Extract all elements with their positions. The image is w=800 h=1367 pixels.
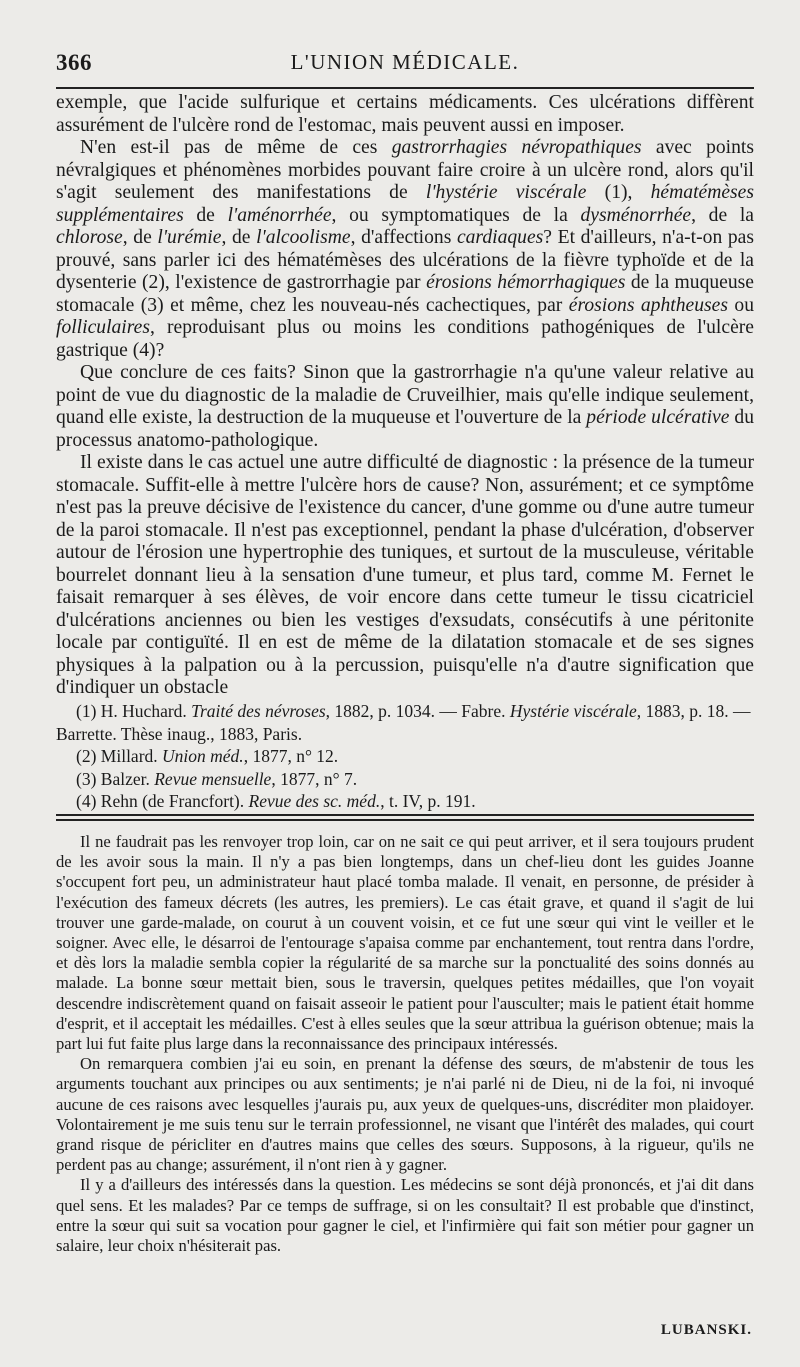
- header-rule: [56, 87, 754, 89]
- footnote: (4) Rehn (de Francfort). Revue des sc. méd., t. IV, p. 191.: [76, 791, 476, 812]
- footnote: (2) Millard. Union méd., 1877, n° 12.: [76, 746, 339, 767]
- main-text: [56, 92, 754, 700]
- footnote: (3) Balzer. Revue mensuelle, 1877, n° 7.: [76, 768, 358, 789]
- footnotes: [56, 700, 754, 813]
- running-title: L'UNION MÉDICALE.: [290, 50, 520, 74]
- feuilleton-text: [56, 832, 754, 1256]
- paragraph: On remarquera combien j'ai eu soin, en prenant la défense des sœurs, de m'abstenir de tous les arguments touchant aux principes ou aux sentiments; je n'ai parlé ni de Dieu, ni de la foi, ni invoqué aucune de ces raisons avec lesquelles j'aurais pu, aux yeux de quelques-uns, discréditer mon plaidoyer. Volontairement je me suis tenu sur le terrain professionnel, ne visant que l'intérêt des malades, qui court grand risque de péricliter en d'autres mains que celles des sœurs. Supposons, à la rigueur, qu'ils ne perdent pas au change; assurément, il n'ont rien à y gagner.: [56, 1054, 754, 1175]
- paragraph: Il existe dans le cas actuel une autre difficulté de diagnostic : la présence de la tumeur stomacale. Suffit-elle à mettre l'ulcère hors de cause? Non, assurément; et ce symptôme n'est pas la preuve décisive de l'existence du cancer, d'une gomme ou d'une autre tumeur de la paroi stomacale. Il n'est pas exceptionnel, pendant la phase d'ulcération, d'observer autour de l'érosion une hypertrophie des tuniques, et surtout de la musculeuse, véritable bourrelet donnant lieu à la sensation d'une tumeur, et plus tard, comme M. Fernet le faisait remarquer à ses élèves, de voir encore dans cette tumeur le tissu cicatriciel d'ulcérations anciennes ou bien les vestiges d'exsudats, consécutifs à une péritonite locale par contiguïté. Il en est de même de la dilatation stomacale et de ses signes physiques à la palpation ou à la percussion, puisqu'elle n'a d'autre signification que d'indiquer un obstacle: [56, 452, 754, 698]
- paragraph: Que conclure de ces faits? Sinon que la gastrorrhagie n'a qu'une valeur relative au point de vue du diagnostic de la maladie de Cruveilhier, mais qu'elle indique seulement, quand elle existe, la destruction de la muqueuse et l'ouverture de la période ulcérative du processus anatomo-pathologique.: [56, 362, 754, 451]
- footnote: (1) H. Huchard. Traité des névroses, 1882, p. 1034. — Fabre. Hystérie viscérale, 1883, p. 18. — Barrette. Thèse inaug., 1883, Paris.: [56, 701, 751, 744]
- paragraph: Il y a d'ailleurs des intéressés dans la question. Les médecins se sont déjà prononcés, et j'ai dit dans quel sens. Et les malades? Par ce temps de suffrage, si on les consultait? Il est probable que d'instinct, entre la sœur qui suit sa vocation pour gagner le ciel, et l'infirmière qui fait son métier pour gagner un salaire, leur choix n'hésiterait pas.: [56, 1175, 754, 1256]
- author-signature: LUBANSKI.: [660, 1322, 752, 1338]
- paragraph: Il ne faudrait pas les renvoyer trop loin, car on ne sait ce qui peut arriver, et il sera toujours prudent de les avoir sous la main. Il n'y a pas bien longtemps, dans un chef-lieu dont les guides Joanne s'occupent fort peu, un administrateur haut placé tomba malade. Il venait, en personne, de présider à l'exécution des fameux décrets (les autres, les premiers). Le cas était grave, et quand il s'agit de lui trouver une garde-malade, on courut à un couvent voisin, et ce fut une sœur qui vint le veiller et le soigner. Avec elle, le désarroi de l'entourage s'apaisa comme par enchantement, tout rentra dans l'ordre, et dès lors la maladie sembla copier la régularité de sa marche sur la ponctualité des soins donnés au malade. La bonne sœur mettait bien, sous le traversin, quelques petites médailles, que l'on voyait descendre indiscrètement quand on faisait asseoir le patient pour l'ausculter; mais le patient était homme d'esprit, et il acceptait les médailles. C'est à elles seules que la sœur attribua la guérison obtenue; mais la part lui fut faite plus large dans la reconnaissance des principaux intéressés.: [56, 832, 754, 1054]
- page-header: [56, 40, 754, 80]
- paragraph: exemple, que l'acide sulfurique et certains médicaments. Ces ulcérations diffèrent assurément de l'ulcère rond de l'estomac, mais peuvent aussi en imposer.: [56, 92, 754, 136]
- paragraph: N'en est-il pas de même de ces gastrorrhagies névropathiques avec points névralgiques et phénomènes morbides pouvant faire croire à un ulcère rond, alors qu'il s'agit seulement des manifestations de l'hystérie viscérale (1), hématémèses supplémentaires de l'aménorrhée, ou symptomatiques de la dysménorrhée, de la chlorose, de l'urémie, de l'alcoolisme, d'affections cardiaques? Et d'ailleurs, n'a-t-on pas prouvé, sans parler ici des hématémèses des ulcérations de la fièvre typhoïde et de la dysenterie (2), l'existence de gastrorrhagie par érosions hémorrhagiques de la muqueuse stomacale (3) et même, chez les nouveau-nés cachectiques, par érosions aphtheuses ou folliculaires, reproduisant plus ou moins les conditions pathogéniques de l'ulcère gastrique (4)?: [56, 137, 755, 361]
- page-number: 366: [56, 50, 92, 75]
- section-divider: [56, 814, 754, 824]
